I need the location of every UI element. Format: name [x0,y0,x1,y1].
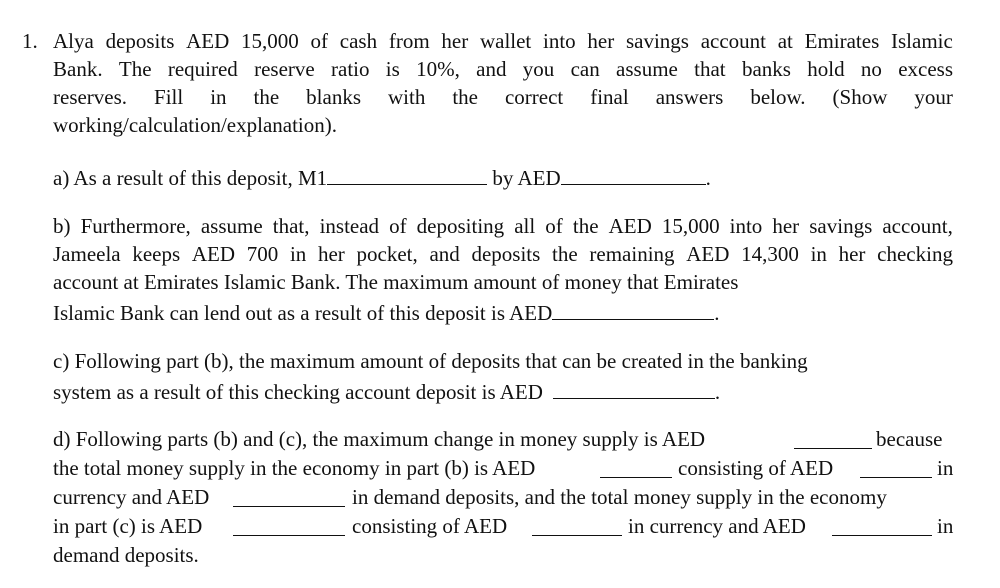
intro-word: can [570,57,600,81]
intro-word: wallet [479,29,532,53]
part-b-word: AED [608,214,652,238]
part-b-word: her [317,242,345,266]
part-b-word: account, [882,214,953,238]
intro-word: reserve [254,57,315,81]
part-d-line-5: demand deposits. [53,543,199,567]
part-b-word: 700 [246,242,279,266]
part-b-word: of [545,214,563,238]
part-d-blank-currency-c[interactable] [532,513,622,536]
intro-word: cash [339,29,378,53]
intro-word: savings [625,29,689,53]
intro-word: required [167,57,238,81]
intro-word: Emirates [804,29,880,53]
intro-line-2 [53,56,953,84]
intro-word: of [310,29,329,53]
part-d-line-1-text: d) Following parts (b) and (c), the maximum change in money supply is AED [53,427,706,451]
part-b-word: checking [877,242,953,266]
part-b-word: AED [686,242,730,266]
part-c-line-2 [53,376,720,407]
intro-word: The [118,57,152,81]
intro-word: into [543,29,576,53]
part-a-blank-m1[interactable] [327,162,487,185]
part-b-word: deposits [471,242,541,266]
part-b-word: depositing [416,214,505,238]
part-b-word: in [810,242,827,266]
part-d-blank-total-b[interactable] [600,455,672,478]
question-number: 1. [22,29,38,53]
part-d-because: because [876,427,943,451]
part-b-line-2 [53,241,953,269]
intro-word: assume [616,57,678,81]
part-d-line-2-text-2: consisting of AED [678,456,834,480]
part-a-blank-amount[interactable] [561,162,706,185]
part-b-word: into [729,214,763,238]
part-d-blank-currency-b[interactable] [860,455,932,478]
intro-word: AED [186,29,230,53]
intro-word: with [387,85,426,109]
intro-word: below. [750,85,806,109]
intro-word: Bank. [53,57,103,81]
part-b-line-4 [53,297,720,328]
part-b-word: the [552,242,578,266]
part-d-line-4-text-2: consisting of AED [352,514,508,538]
part-b-word: Jameela [53,242,121,266]
part-b-word: keeps [132,242,181,266]
part-a-text-1: a) As a result of this deposit, M1 [53,166,328,190]
intro-word: excess [898,57,953,81]
part-b-word: Furthermore, [80,214,191,238]
intro-word: Islamic [891,29,953,53]
intro-word: Alya [53,29,94,53]
part-b-word: savings [809,214,873,238]
intro-word: her [441,29,469,53]
intro-word: you [522,57,555,81]
part-b-word: in [289,242,307,266]
part-d-line-2-in: in [937,456,954,480]
intro-word: correct [504,85,564,109]
part-d-line-4-in: in [937,514,954,538]
part-c-line-2-text: system as a result of this checking account deposit is AED [53,380,543,404]
part-d-blank-deposits-c[interactable] [832,513,932,536]
intro-word: deposits [105,29,175,53]
part-b-word: pocket, [356,242,418,266]
part-d-line-3-text-1: currency and AED [53,485,210,509]
intro-word: the [452,85,478,109]
part-a [53,162,711,193]
part-b-word: that, [272,214,310,238]
part-a-text-2: by AED [492,166,561,190]
intro-word: at [777,29,793,53]
part-b-word: b) [53,214,71,238]
part-b-word: her [772,214,800,238]
intro-word: her [587,29,615,53]
intro-word: hold [807,57,845,81]
part-d-line-3-text-2: in demand deposits, and the total money supply in the economy [352,485,887,509]
intro-word: reserves. [53,85,128,109]
part-d-line-1 [53,426,705,454]
part-c-blank[interactable] [553,376,715,399]
part-b-word: all [514,214,536,238]
part-d-blank-deposits-b[interactable] [233,484,345,507]
intro-line-4: working/calculation/explanation). [53,113,337,137]
intro-word: your [914,85,953,109]
part-d-blank-total-c[interactable] [233,513,345,536]
intro-word: answers [655,85,724,109]
part-a-end: . [705,166,711,190]
intro-word: that [694,57,726,81]
part-b-word: 14,300 [741,242,799,266]
part-b-word: assume [200,214,263,238]
intro-word: Fill [154,85,184,109]
intro-word: (Show [832,85,888,109]
part-b-word: the [572,214,599,238]
intro-line-3 [53,84,953,112]
part-d-blank-change[interactable] [794,426,872,449]
intro-word: 15,000 [241,29,299,53]
part-d-line-4-text-1: in part (c) is AED [53,514,203,538]
part-b-word: and [429,242,460,266]
intro-word: from [388,29,430,53]
intro-word: in [210,85,227,109]
part-b-word: AED [191,242,236,266]
intro-word: banks [741,57,791,81]
part-d-line-4-text-3: in currency and AED [628,514,806,538]
intro-word: the [253,85,280,109]
intro-line-1 [53,28,953,56]
intro-word: no [860,57,882,81]
part-d-line-2-text-1: the total money supply in the economy in part (b) is AED [53,456,536,480]
part-b-line-1 [53,213,953,241]
part-b-line-4-text: Islamic Bank can lend out as a result of this deposit is AED [53,301,553,325]
part-b-word: of [389,214,407,238]
intro-word: account [700,29,766,53]
part-b-word: her [838,242,866,266]
intro-word: and [476,57,507,81]
intro-word: blanks [306,85,361,109]
intro-word: 10%, [416,57,460,81]
intro-word: final [590,85,629,109]
part-c-line-1: c) Following part (b), the maximum amount of deposits that can be created in the banking [53,349,808,373]
part-c-end: . [714,380,721,404]
part-b-word: remaining [589,242,675,266]
part-b-word: 15,000 [661,214,720,238]
intro-word: is [385,57,400,81]
part-b-line-3: account at Emirates Islamic Bank. The maximum amount of money that Emirates [53,270,739,294]
part-b-blank[interactable] [552,297,714,320]
part-b-end: . [714,301,720,325]
intro-word: ratio [331,57,370,81]
part-b-word: instead [319,214,380,238]
